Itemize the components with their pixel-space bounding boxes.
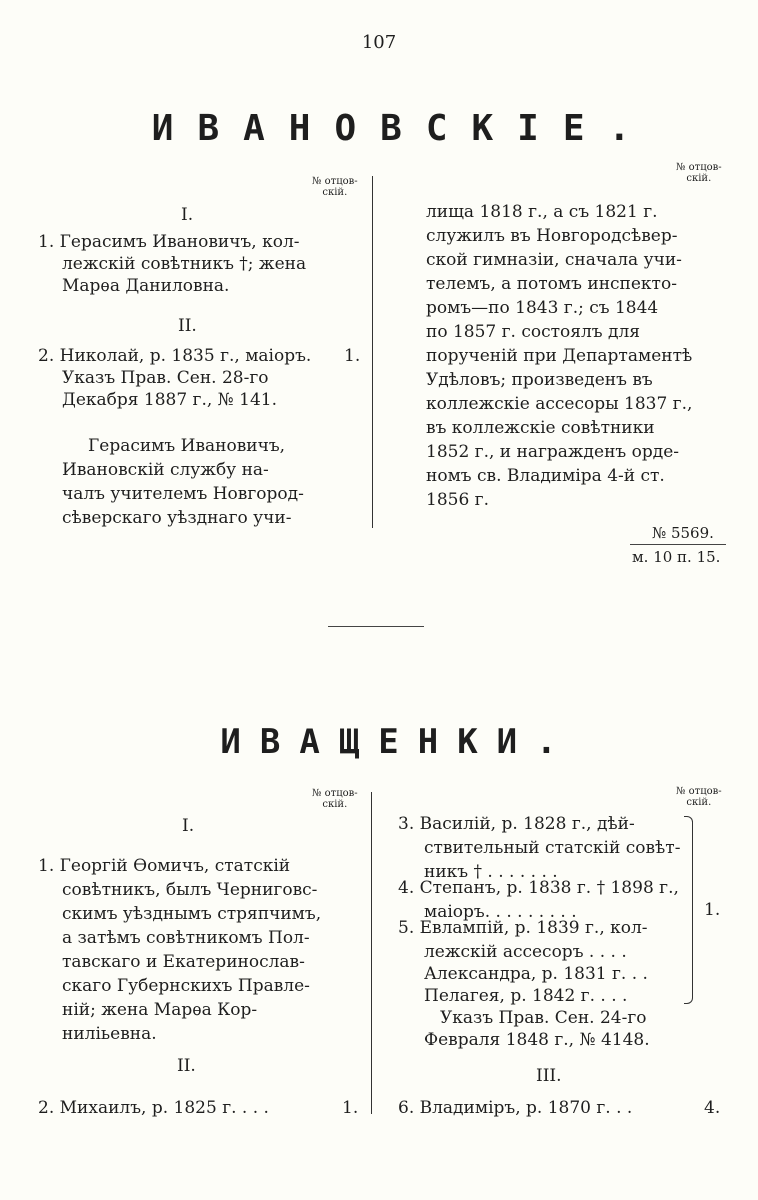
entry-line: 5. Евлампій, р. 1839 г., кол- [398,918,648,938]
entry-line: 6. Владиміръ, р. 1870 г. . . [398,1098,633,1118]
entry-line: скаго Губернскихъ Правле- [62,976,310,996]
entry-line: 2. Николай, р. 1835 г., маіоръ. [38,346,312,366]
entry-line: 2. Михаилъ, р. 1825 г. . . . [38,1098,269,1118]
entry-line: маіоръ. . . . . . . . . [424,902,577,922]
entry-line: Александра, р. 1831 г. . . [424,964,648,984]
section-separator [328,626,424,627]
entry-line: 1. Герасимъ Ивановичъ, кол- [38,232,300,252]
column-header-right: № отцов- скій. [676,786,722,808]
entry-line: ствительный статскій совѣт- [424,838,681,858]
decree-line: Указъ Прав. Сен. 24-го [440,1008,647,1028]
generation-roman-1: I. [182,816,195,836]
bio-line: Герасимъ Ивановичъ, [88,436,286,456]
entry-ref-number: 4. [704,1098,721,1118]
entry-line: ниліьевна. [62,1024,157,1044]
entry-line: лежскій ассесоръ . . . . [424,942,627,962]
decree-line: Февраля 1848 г., № 4148. [424,1030,650,1050]
bio-line: лища 1818 г., а съ 1821 г. [426,202,658,222]
entry-line: тавскаго и Екатеринослав- [62,952,305,972]
bio-line: сѣверскаго уѣзднаго учи- [62,508,292,528]
entry-line: скимъ уѣзднымъ стряпчимъ, [62,904,322,924]
record-rule [630,544,726,545]
entry-line: а затѣмъ совѣтникомъ Пол- [62,928,310,948]
bio-line: ромъ—по 1843 г.; съ 1844 [426,298,659,318]
column-header-right: № отцов- скій. [676,162,722,184]
bio-line: по 1857 г. состоялъ для [426,322,641,342]
entry-line: ній; жена Марѳа Кор- [62,1000,258,1020]
record-reference: м. 10 п. 15. [632,548,721,566]
generation-roman-3: III. [536,1066,562,1086]
bio-line: въ коллежскіе совѣтники [426,418,655,438]
bio-line: ской гимназіи, сначала учи- [426,250,682,270]
family-title-ivanovskie: ИВАНОВСКІЕ. [151,108,655,149]
column-divider [371,792,372,1114]
entry-line: Марѳа Даниловна. [62,276,230,296]
entry-line: Декабря 1887 г., № 141. [62,390,278,410]
group-ref-number: 1. [704,900,721,920]
bio-line: 1852 г., и награжденъ орде- [426,442,680,462]
bio-line: коллежскіе ассесоры 1837 г., [426,394,693,414]
family-title-ivashchenki: ИВАЩЕНКИ. [220,722,576,762]
generation-roman-2: II. [178,316,197,336]
bio-line: 1856 г. [426,490,489,510]
entry-ref-number: 1. [344,346,361,366]
generation-roman-2: II. [177,1056,196,1076]
bio-line: чалъ учителемъ Новгород- [62,484,304,504]
bio-line: Удѣловъ; произведенъ въ [426,370,653,390]
entry-line: 3. Василій, р. 1828 г., дѣй- [398,814,635,834]
column-header-left: № отцов- скій. [312,788,358,810]
record-number: № 5569. [652,524,714,542]
column-header-left: № отцов- скій. [312,176,358,198]
bio-line: телемъ, а потомъ инспекто- [426,274,677,294]
generation-roman-1: I. [181,205,194,225]
grouping-brace [684,816,693,1004]
bio-line: служилъ въ Новгородсѣвер- [426,226,678,246]
bio-line: номъ св. Владиміра 4-й ст. [426,466,665,486]
ref-column-rule [372,186,373,326]
entry-line: Указъ Прав. Сен. 28-го [62,368,269,388]
entry-line: лежскій совѣтникъ †; жена [62,254,307,274]
entry-line: Пелагея, р. 1842 г. . . . [424,986,628,1006]
bio-line: Ивановскій службу на- [62,460,269,480]
entry-line: совѣтникъ, былъ Черниговс- [62,880,318,900]
entry-line: 4. Степанъ, р. 1838 г. † 1898 г., [398,878,679,898]
page-number: 107 [361,32,397,53]
bio-line: порученій при Департаментѣ [426,346,693,366]
entry-line: никъ † . . . . . . . [424,862,558,882]
entry-line: 1. Георгій Ѳомичъ, статскій [38,856,291,876]
entry-ref-number: 1. [342,1098,359,1118]
